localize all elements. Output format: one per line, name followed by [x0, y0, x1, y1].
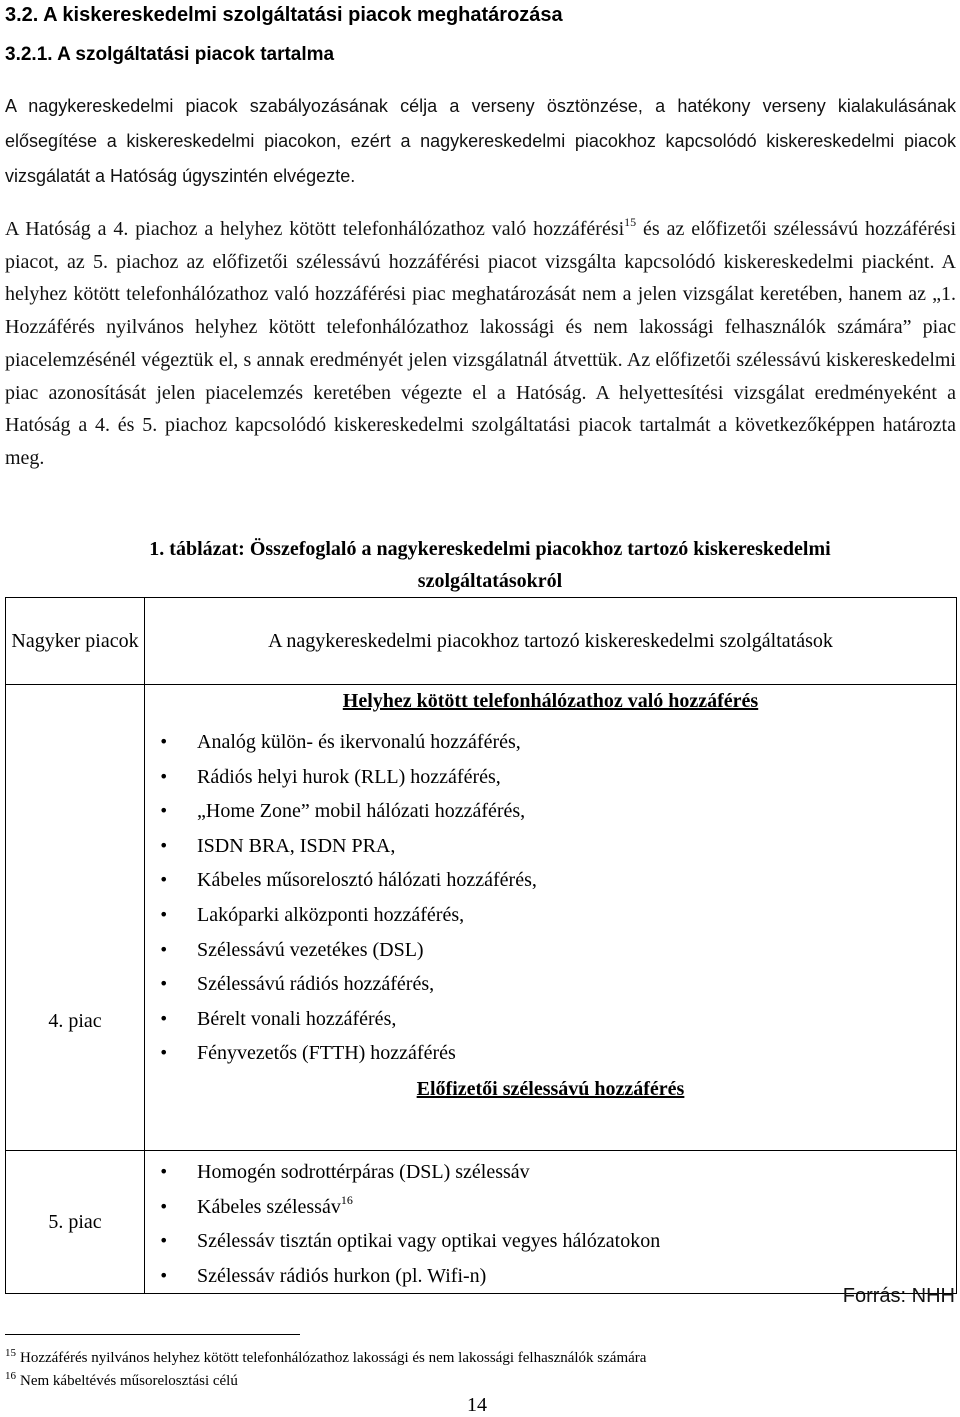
list-item-text: Fényvezetős (FTTH) hozzáférés [197, 1042, 456, 1065]
list-item [159, 898, 956, 933]
table-row [6, 1151, 957, 1294]
footnote-divider [5, 1334, 300, 1335]
list-item-text: Szélessáv rádiós hurkon (pl. Wifi-n) [197, 1264, 487, 1287]
bullet-icon: • [159, 835, 169, 855]
services-cell-5 [145, 1151, 957, 1294]
list-item [159, 1224, 956, 1259]
services-cell-4 [145, 685, 957, 1151]
paragraph-markets-text-a: A Hatóság a 4. piachoz a helyhez kötött telefonhálózathoz való hozzáférési [5, 218, 625, 240]
list-item-text: Analóg külön- és ikervonalú hozzáférés, [197, 731, 521, 753]
table-source: Forrás: NHH [842, 1285, 955, 1307]
market-cell-5 [6, 1151, 145, 1294]
footnote-ref-15[interactable]: 15 [624, 215, 637, 229]
paragraph-markets-text-b: és az előfizetői szélessávú hozzáférési piacot, az 5. piachoz az előfizetői szélessávú hozzáférési piacot vizsgálta kapcsolódó kiskereskedelmi piacként. A helyhez kötött telefonhálózathoz való hozzáférési piac meghatározását nem a jelen vizsgálat keretében, hanem az „1. Hozzáférés nyilvános helyhez kötött telefonhálózathoz lakossági és nem lakossági felhasználók számára” piac piacelemzésénél végeztük el, s annak eredményét jelen vizsgálatnál átvettük. Az előfizetői szélessávú kiskereskedelmi piac azonosítását jelen piacelemzés keretében végezte el a Hatóság. A helyettesítési vizsgálat eredményeként a Hatóság a 4. és 5. piachoz kapcsolódó kiskereskedelmi szolgáltatási piacok tartalmát a következőképpen határozta meg. [5, 218, 956, 469]
market-cell-4 [6, 685, 145, 1151]
summary-table [5, 597, 957, 1294]
bullet-icon: • [159, 1162, 169, 1181]
bullet-icon: • [159, 1043, 169, 1063]
footnote-number: 15 [5, 1347, 16, 1359]
bullet-icon: • [159, 1231, 169, 1251]
bullet-icon: • [159, 1196, 169, 1216]
page-number: 14 [467, 1394, 487, 1416]
subheading-fixed-access: Helyhez kötött telefonhálózathoz való hozzáférés [342, 690, 759, 712]
list-item-text: ISDN BRA, ISDN PRA, [197, 834, 396, 857]
list-item-text: Kábeles műsorelosztó hálózati hozzáférés, [197, 869, 537, 892]
list-item-text: Bérelt vonali hozzáférés, [197, 1007, 397, 1030]
footnote-15 [5, 1349, 646, 1367]
list-item [159, 725, 956, 760]
header-services-label: A nagykereskedelmi piacokhoz tartozó kiskereskedelmi szolgáltatások [268, 629, 833, 652]
bullet-icon: • [159, 1008, 169, 1028]
service-list-4 [145, 725, 956, 1071]
bullet-icon: • [159, 939, 169, 959]
subheading-broadband-access: Előfizetői szélessávú hozzáférés [416, 1077, 685, 1100]
list-item-text: Rádiós helyi hurok (RLL) hozzáférés, [197, 765, 501, 788]
footnote-text: Nem kábeltévés műsorelosztási célú [20, 1373, 238, 1389]
list-item [159, 1155, 956, 1190]
list-item [159, 794, 956, 829]
bullet-icon: • [159, 904, 169, 924]
list-item [159, 967, 956, 1002]
list-item [159, 829, 956, 864]
footnote-number: 16 [5, 1370, 16, 1382]
bullet-icon: • [159, 974, 169, 994]
list-item-text: Homogén sodrottérpáras (DSL) szélessáv [197, 1161, 530, 1183]
table-caption: 1. táblázat: Összefoglaló a nagykereskedelmi piacokhoz tartozó kiskereskedelmi szolgáltatásokról [149, 538, 831, 592]
header-market-label: Nagyker piacok [11, 630, 139, 652]
list-item [159, 760, 956, 795]
bullet-icon: • [159, 766, 169, 786]
service-list-5 [145, 1155, 956, 1293]
market-label-4: 4. piac [48, 1010, 102, 1032]
list-item [159, 863, 956, 898]
list-item-text: Kábeles szélessáv [197, 1195, 341, 1218]
list-item-text: Szélessávú vezetékes (DSL) [197, 938, 424, 961]
market-label-5: 5. piac [48, 1210, 102, 1233]
table-header-row [6, 598, 957, 685]
table-row [6, 685, 957, 1151]
list-item-text: Szélessávú rádiós hozzáférés, [197, 973, 435, 996]
header-services-cell [145, 598, 957, 685]
section-heading: 3.2. A kiskereskedelmi szolgáltatási piacok meghatározása [5, 4, 563, 26]
list-item [159, 1002, 956, 1037]
list-item-text: Lakóparki alközponti hozzáférés, [197, 903, 465, 926]
subsection-heading: 3.2.1. A szolgáltatási piacok tartalma [5, 44, 335, 65]
list-item [159, 1036, 956, 1071]
header-market-cell [6, 598, 145, 685]
bullet-icon: • [159, 801, 169, 821]
bullet-icon: • [159, 1265, 169, 1285]
bullet-icon: • [159, 870, 169, 890]
footnote-text: Hozzáférés nyilvános helyhez kötött telefonhálózathoz lakossági és nem lakossági felhasználók számára [20, 1350, 647, 1366]
paragraph-markets [5, 213, 956, 475]
footnote-16 [5, 1372, 238, 1390]
list-item [159, 1190, 956, 1225]
footnote-ref-16[interactable]: 16 [340, 1192, 353, 1207]
list-item-text: Szélessáv tisztán optikai vagy optikai vegyes hálózatokon [197, 1230, 661, 1253]
paragraph-intro: A nagykereskedelmi piacok szabályozásának célja a verseny ösztönzése, a hatékony verseny kialakulásának elősegítése a kiskereskedelmi piacokon, ezért a nagykereskedelmi piacokhoz kapcsolódó kiskereskedelmi piacok vizsgálatát a Hatóság úgyszintén elvégezte. [5, 96, 956, 186]
bullet-icon: • [159, 732, 169, 751]
list-item [159, 933, 956, 968]
list-item-text: „Home Zone” mobil hálózati hozzáférés, [197, 800, 526, 823]
